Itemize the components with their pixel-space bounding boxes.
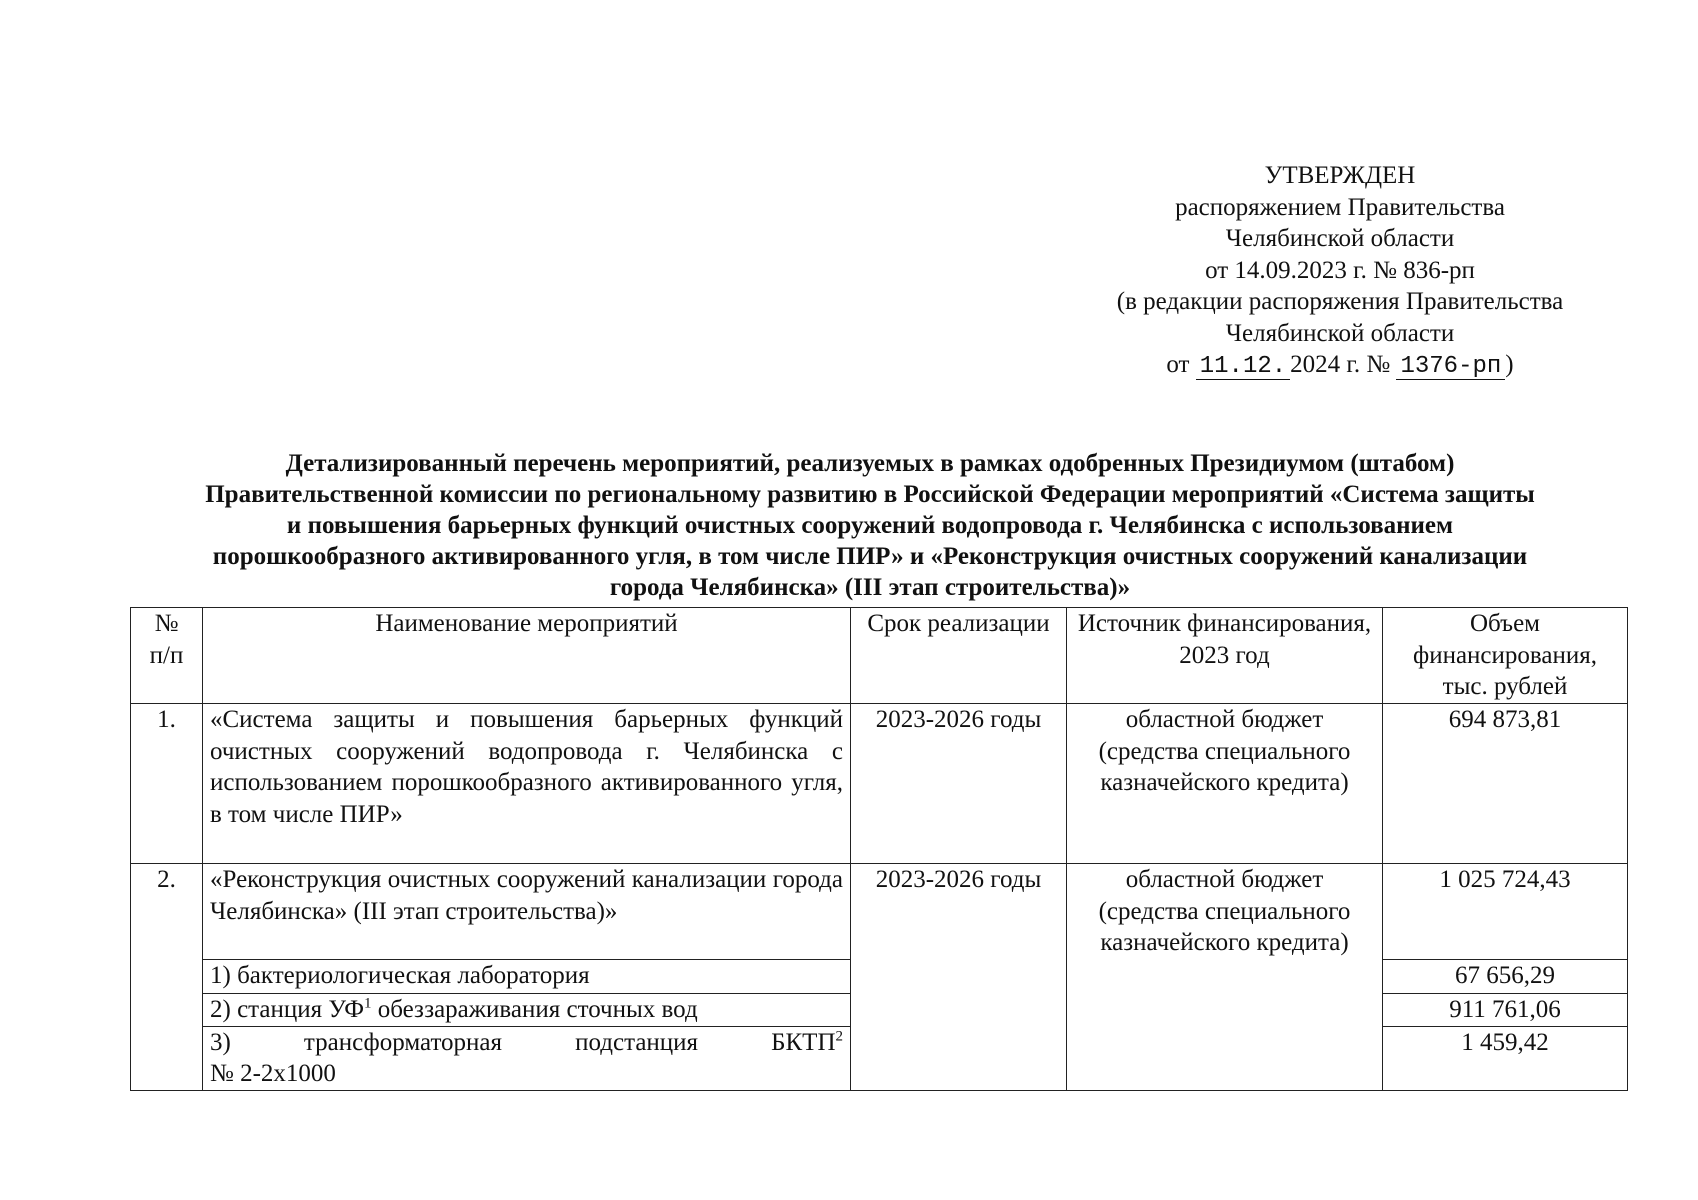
table-header-row [131,608,1628,704]
subitem-3-name-main: 3) трансформаторная подстанция БКТП [210,1028,836,1056]
header-num [131,608,203,704]
subitem-3-volume: 1 459,42 [1383,1026,1628,1090]
approval-amendment-line [1050,349,1630,381]
title-line-4: порошкообразного активированного угля, в том числе ПИР» и «Реконструкция очистных сооружений канализации [212,543,1528,570]
amendment-year-suffix: 2024 г. № [1290,351,1391,378]
row-1-volume: 694 873,81 [1383,704,1628,864]
row-2-volume: 1 025 724,43 [1383,864,1628,960]
subitem-3-line-1 [210,1027,843,1059]
header-source: Источник финансирования, 2023 год [1067,608,1383,704]
header-period: Срок реализации [851,608,1067,704]
amendment-number: 1376-рп [1396,355,1505,380]
header-num-line-2: п/п [149,641,184,669]
row-2-period: 2023-2026 годы [851,864,1067,1091]
table-row [131,864,1628,960]
title-line-3: и повышения барьерных функций очистных сооружений водопровода г. Челябинска с использованием [286,512,1454,539]
subitem-2-volume: 911 761,06 [1383,994,1628,1027]
subitem-2-footnote: 1 [363,995,372,1012]
approval-line-6: Челябинской области [1225,319,1455,347]
amendment-date: 11.12. [1196,355,1290,380]
amendment-ot: от [1166,351,1190,378]
header-name: Наименование мероприятий [203,608,851,704]
row-1-name: «Система защиты и повышения барьерных функций очистных сооружений водопровода г. Челябинска с использованием порошкообразного активированного угля, в том числе ПИР» [203,704,851,864]
approval-line-2: распоряжением Правительства [1175,193,1505,221]
approval-line-4: от 14.09.2023 г. № 836-рп [1205,256,1475,284]
row-2-name: «Реконструкция очистных сооружений канализации города Челябинска» (III этап строительства)» [203,864,851,960]
amendment-close-paren: ) [1505,351,1514,378]
row-1-period: 2023-2026 годы [851,704,1067,864]
subitem-3-name [203,1026,851,1090]
approval-line-5: (в редакции распоряжения Правительства [1116,288,1564,315]
header-num-line-1: № [154,610,179,637]
row-2-num: 2. [131,864,203,1091]
subitem-2-name-rest: обеззараживания сточных вод [371,996,698,1023]
title-line-5: города Челябинска» (III этап строительства)» [609,574,1131,601]
row-1-num: 1. [131,704,203,864]
measures-table [130,607,1628,1091]
subitem-3-name-rest: № 2-2х1000 [210,1060,336,1087]
subitem-1-volume: 67 656,29 [1383,960,1628,994]
row-1-source: областной бюджет (средства специального казначейского кредита) [1067,704,1383,864]
subitem-2-name-main: 2) станция УФ [210,996,364,1023]
row-2-source: областной бюджет (средства специального казначейского кредита) [1067,864,1383,1091]
document-title [120,448,1620,603]
subitem-1-name: 1) бактериологическая лаборатория [203,960,851,994]
title-line-1: Детализированный перечень мероприятий, реализуемых в рамках одобренных Президиумом (штабом) [285,450,1455,477]
subitem-2-name [203,994,851,1027]
approval-block [1050,160,1630,381]
approval-line-3: Челябинской области [1225,225,1455,252]
table-row [131,704,1628,864]
title-line-2: Правительственной комиссии по региональному развитию в Российской Федерации мероприятий «Система защиты [205,481,1535,508]
subitem-3-footnote: 2 [835,1028,843,1045]
approval-heading: УТВЕРЖДЕН [1264,162,1416,189]
header-volume: Объем финансирования, тыс. рублей [1383,608,1628,704]
